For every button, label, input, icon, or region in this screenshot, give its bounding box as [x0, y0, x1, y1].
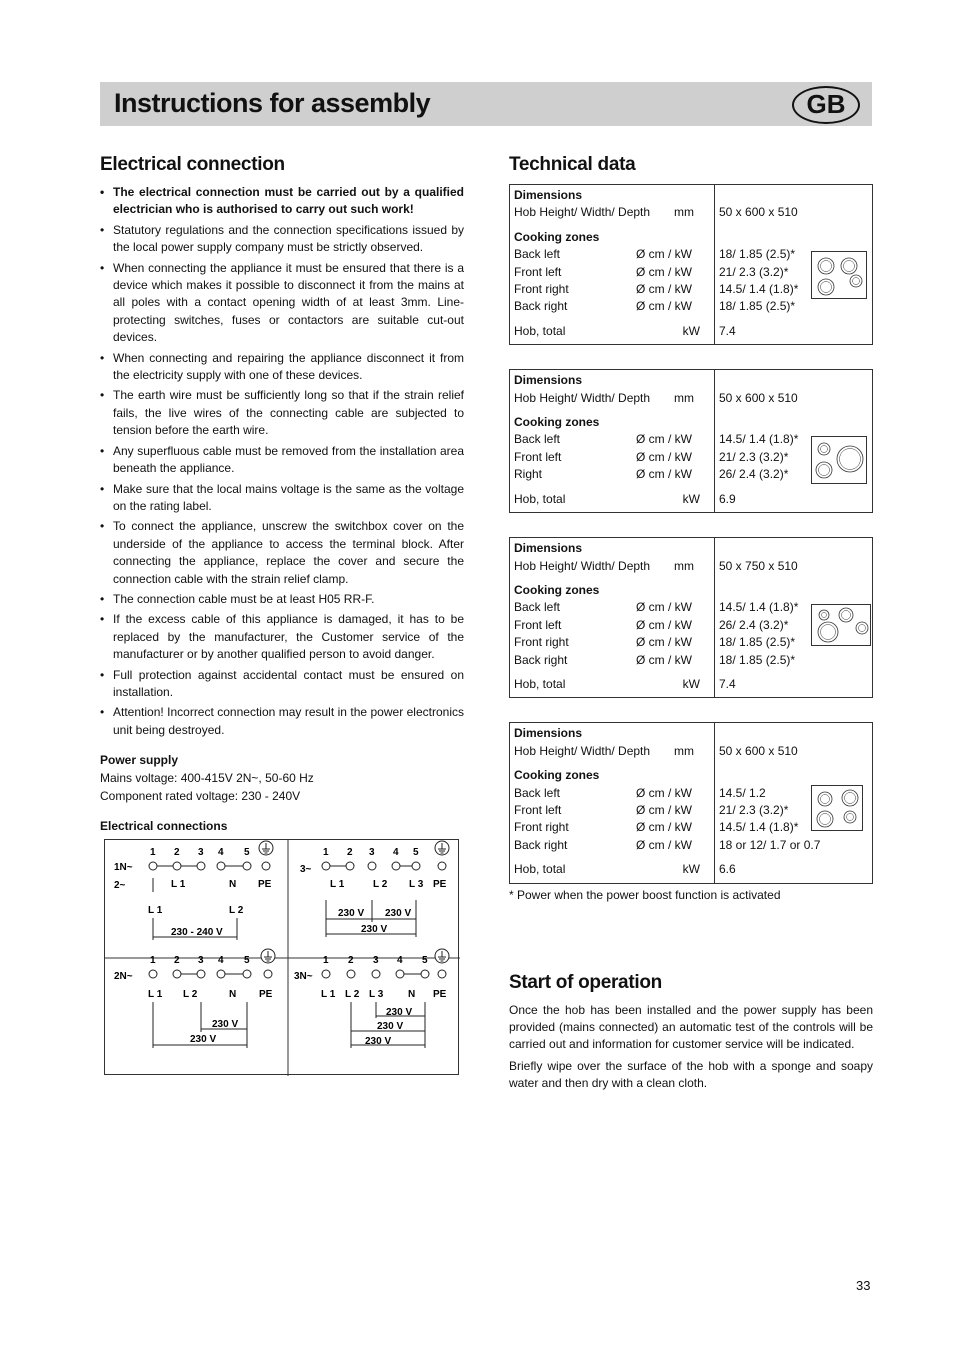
gap: [719, 222, 868, 229]
terminal-label: L 1: [330, 879, 345, 890]
zone-unit: Ø cm / kW: [636, 785, 692, 800]
gap: [514, 575, 710, 582]
terminal-label: PE: [433, 989, 447, 1000]
wiring-diagram: [104, 839, 459, 1075]
terminal-label: L 2: [345, 989, 360, 1000]
terminal-number: 5: [413, 847, 419, 858]
cooking-zone-icon: [839, 608, 853, 622]
dimensions-label: Dimensions: [514, 188, 583, 202]
terminal-number: 1: [323, 955, 329, 966]
zone-row: [514, 466, 710, 483]
zone-row: [514, 785, 710, 802]
terminal-label: L 2: [373, 879, 388, 890]
total-label: Hob, total: [514, 676, 566, 691]
zone-name: Front left: [514, 802, 562, 817]
cooking-zones-label: Cooking zones: [514, 415, 600, 430]
zone-name: Back right: [514, 652, 568, 667]
spacer: [719, 540, 868, 557]
gap: [719, 407, 868, 414]
zone-name: Back left: [514, 600, 561, 615]
terminal-icon: [243, 970, 251, 978]
hob-layout-icon: [811, 785, 863, 831]
dimensions-value: 50 x 600 x 510: [719, 205, 798, 220]
gap: [514, 669, 710, 676]
terminal-number: 3: [198, 847, 204, 858]
zone-value: 26/ 2.4 (3.2)*: [719, 617, 789, 632]
zone-value: 14.5/ 1.4 (1.8)*: [719, 820, 799, 835]
terminal-number: 5: [244, 955, 250, 966]
cooking-zone-ring-icon: [820, 814, 831, 825]
terminal-icon: [438, 970, 446, 978]
list-item: • If the excess cable of this appliance is damaged, it has to be replaced by the manufacturer, the Customer service of the manufacturer or by another qualified person to avoid danger.: [100, 611, 464, 663]
hwd-label: Hob Height/ Width/ Depth: [514, 743, 651, 758]
dimensions-value: 50 x 600 x 510: [719, 743, 798, 758]
terminal-icon: [243, 862, 251, 870]
cooking-zone-ring-icon: [847, 814, 854, 821]
total-row: [514, 861, 710, 878]
list-item: • Full protection against accidental contact must be ensured on installation.: [100, 667, 464, 702]
terminal-icon: [173, 970, 181, 978]
list-item: • When connecting and repairing the appliance disconnect it from the electricity supply with one of these devices.: [100, 350, 464, 385]
total-unit: kW: [682, 323, 700, 338]
total-row: [514, 676, 710, 693]
hob-layout-icon: [811, 604, 871, 646]
unit-label: mm: [674, 390, 694, 405]
zone-value: 18 or 12/ 1.7 or 0.7: [719, 837, 821, 852]
cooking-zone-ring-icon: [842, 611, 851, 620]
footnote: * Power when the power boost function is activated: [509, 887, 781, 902]
total-unit: kW: [682, 676, 700, 691]
list-item: • The electrical connection must be carried out by a qualified electrician who is authorised to carry out such work!: [100, 184, 464, 219]
voltage-label: 230 V: [361, 924, 388, 935]
zone-row: [514, 246, 710, 263]
terminal-icon: [372, 970, 380, 978]
terminal-number: 4: [218, 847, 224, 858]
voltage-label: 230 V: [386, 1007, 413, 1018]
dimensions-row: [514, 558, 710, 575]
dimensions-row: [514, 390, 710, 407]
cooking-zone-icon: [856, 622, 868, 634]
terminal-icon: [438, 862, 446, 870]
voltage-label: 230 V: [385, 908, 412, 919]
zone-row: [514, 449, 710, 466]
terminal-icon: [173, 862, 181, 870]
terminal-number: 4: [397, 955, 403, 966]
total-value: 7.4: [719, 323, 736, 338]
zone-row: [514, 599, 710, 616]
cooking-zone-ring-icon: [853, 278, 860, 285]
hwd-label: Hob Height/ Width/ Depth: [514, 390, 651, 405]
zone-name: Back left: [514, 785, 561, 800]
terminal-icon: [264, 970, 272, 978]
terminal-number: 2: [347, 847, 353, 858]
section-heading: Electrical connection: [100, 154, 285, 175]
dimensions-row: [514, 743, 710, 760]
gap: [719, 669, 868, 676]
total-label: Hob, total: [514, 491, 566, 506]
list-item: • Attention! Incorrect connection may result in the power electronics unit being destroyed.: [100, 704, 464, 739]
zone-row: [514, 802, 710, 819]
terminal-label: L 3: [409, 879, 424, 890]
section-heading: Technical data: [509, 154, 636, 175]
terminal-icon: [347, 970, 355, 978]
spacer: [719, 187, 868, 204]
terminal-number: 3: [198, 955, 204, 966]
terminal-icon: [217, 862, 225, 870]
spacer: [719, 372, 868, 389]
mode-label: 1N~: [114, 862, 133, 873]
dimensions-value: 50 x 750 x 510: [719, 558, 798, 573]
list-item: • Any superfluous cable must be removed from the installation area beneath the appliance.: [100, 443, 464, 478]
zone-value: 14.5/ 1.2: [719, 785, 766, 800]
unit-label: mm: [674, 743, 694, 758]
paragraph: Briefly wipe over the surface of the hob with a sponge and soapy water and then dry with a clean cloth.: [509, 1058, 873, 1091]
zone-value: 14.5/ 1.4 (1.8)*: [719, 282, 799, 297]
list-item: • The earth wire must be sufficiently long so that if the strain relief fails, the live wires of the connecting cable are subjected to tension before the earth wire.: [100, 387, 464, 439]
zone-unit: Ø cm / kW: [636, 449, 692, 464]
cooking-zones-label: Cooking zones: [514, 582, 600, 597]
terminal-label: L 1: [148, 989, 163, 1000]
page-number: 33: [856, 1278, 871, 1293]
zone-name: Front right: [514, 635, 569, 650]
zone-name: Back right: [514, 299, 568, 314]
cooking-zone-ring-icon: [819, 465, 830, 476]
terminal-number: 4: [393, 847, 399, 858]
zone-value: 21/ 2.3 (3.2)*: [719, 264, 789, 279]
cooking-zone-ring-icon: [821, 282, 832, 293]
zone-row: [514, 652, 710, 669]
zone-unit: Ø cm / kW: [636, 467, 692, 482]
zone-name: Front left: [514, 617, 562, 632]
total-label: Hob, total: [514, 862, 566, 877]
terminal-label: N: [408, 989, 416, 1000]
zone-value: 14.5/ 1.4 (1.8)*: [719, 432, 799, 447]
zone-row: [514, 431, 710, 448]
hwd-label: Hob Height/ Width/ Depth: [514, 558, 651, 573]
list-item: • The connection cable must be at least H05 RR-F.: [100, 591, 464, 608]
terminal-label: L 3: [369, 989, 384, 1000]
list-item: • Make sure that the local mains voltage is the same as the voltage on the rating label.: [100, 481, 464, 516]
language-badge: GB: [792, 86, 860, 124]
hwd-label: Hob Height/ Width/ Depth: [514, 205, 651, 220]
cooking-zone-icon: [819, 610, 829, 620]
dimensions-label: Dimensions: [514, 541, 583, 556]
zone-name: Back left: [514, 432, 561, 447]
terminal-number: 2: [174, 847, 180, 858]
zone-unit: Ø cm / kW: [636, 264, 692, 279]
mains-voltage: Mains voltage: 400-415V 2N~, 50-60 Hz: [100, 771, 314, 786]
gap: [514, 316, 710, 323]
technical-data-table: [509, 184, 873, 345]
hob-layout-icon: [811, 251, 867, 299]
zone-unit: Ø cm / kW: [636, 247, 692, 262]
cooking-zone-icon: [844, 811, 856, 823]
gap: [719, 575, 868, 582]
spacer: [719, 767, 868, 784]
terminal-icon: [368, 862, 376, 870]
terminal-number: 1: [323, 847, 329, 858]
dimensions-label: Dimensions: [514, 373, 583, 388]
cooking-zone-ring-icon: [821, 625, 836, 640]
terminal-icon: [346, 862, 354, 870]
zone-unit: Ø cm / kW: [636, 299, 692, 314]
gap: [719, 484, 868, 491]
technical-data-table: [509, 722, 873, 883]
zone-name: Front left: [514, 264, 562, 279]
terminal-label: N: [229, 879, 237, 890]
gap: [514, 760, 710, 767]
terminal-label: PE: [258, 879, 272, 890]
zone-row: [514, 837, 710, 854]
terminal-icon: [396, 970, 404, 978]
page-title: Instructions for assembly: [114, 88, 431, 118]
terminal-icon: [217, 970, 225, 978]
zone-unit: Ø cm / kW: [636, 282, 692, 297]
cooking-zones-label: Cooking zones: [514, 768, 600, 783]
terminal-label: L 1: [171, 879, 186, 890]
zone-name: Back left: [514, 247, 561, 262]
voltage-label: 230 V: [365, 1036, 392, 1047]
terminal-icon: [412, 862, 420, 870]
total-value: 6.6: [719, 862, 736, 877]
terminal-number: 5: [244, 847, 250, 858]
terminal-number: 3: [369, 847, 375, 858]
cooking-zone-ring-icon: [821, 795, 830, 804]
cooking-zone-icon: [850, 275, 862, 287]
gap: [514, 484, 710, 491]
mode-label: 2~: [114, 880, 126, 891]
gap: [719, 760, 868, 767]
cooking-zone-ring-icon: [859, 625, 866, 632]
terminal-icon: [322, 970, 330, 978]
zone-row: [514, 281, 710, 298]
total-value: 7.4: [719, 676, 736, 691]
spacer: [719, 414, 868, 431]
power-supply-heading: Power supply: [100, 753, 179, 768]
dimensions-label: Dimensions: [514, 726, 583, 741]
gap: [514, 854, 710, 861]
mode-label: 3~: [300, 864, 312, 875]
zone-value: 18/ 1.85 (2.5)*: [719, 652, 796, 667]
total-label: Hob, total: [514, 323, 566, 338]
terminal-label: L 2: [183, 989, 198, 1000]
zone-row: [514, 634, 710, 651]
zone-value: 14.5/ 1.4 (1.8)*: [719, 600, 799, 615]
cooking-zone-icon: [818, 622, 838, 642]
gap: [514, 407, 710, 414]
list-item: • When connecting the appliance it must be ensured that there is a device which makes it possible to disconnect it from the mains at all poles with a contact opening width of at least 3mm. Line-protecting switches, fuses or contactors are suitable cut-out devices.: [100, 260, 464, 347]
zone-name: Front right: [514, 282, 569, 297]
unit-label: mm: [674, 558, 694, 573]
gap: [719, 854, 868, 861]
zone-name: Front left: [514, 449, 562, 464]
zone-name: Back right: [514, 837, 568, 852]
cooking-zone-ring-icon: [845, 793, 856, 804]
terminal-icon: [149, 862, 157, 870]
voltage-label: 230 V: [190, 1034, 217, 1045]
zone-name: Front right: [514, 820, 569, 835]
electrical-connections-heading: Electrical connections: [100, 819, 228, 833]
technical-data-table: [509, 537, 873, 698]
terminal-icon: [197, 862, 205, 870]
unit-label: mm: [674, 205, 694, 220]
cooking-zone-icon: [818, 792, 832, 806]
zone-value: 18/ 1.85 (2.5)*: [719, 247, 796, 262]
zone-unit: Ø cm / kW: [636, 837, 692, 852]
total-value: 6.9: [719, 491, 736, 506]
terminal-icon: [149, 970, 157, 978]
dimensions-value: 50 x 600 x 510: [719, 390, 798, 405]
spacer: [719, 229, 868, 246]
electrical-bullets: [100, 184, 464, 739]
component-voltage: Component rated voltage: 230 - 240V: [100, 788, 301, 803]
list-item: • To connect the appliance, unscrew the switchbox cover on the underside of the appliance to access the terminal block. After connecting the appliance, replace the cover and secure the connection cable with the strain relief clamp.: [100, 518, 464, 588]
hob-layout-icon: [811, 436, 867, 484]
zone-value: 21/ 2.3 (3.2)*: [719, 802, 789, 817]
mode-label: 3N~: [294, 971, 313, 982]
voltage-label: 230 V: [338, 908, 365, 919]
cooking-zone-icon: [837, 446, 863, 472]
terminal-label: L 1: [148, 905, 163, 916]
paragraph: Once the hob has been installed and the power supply has been provided (mains connected) an automatic test of the controls will be carried out and information for customer service will be indicated.: [509, 1002, 873, 1052]
spacer: [719, 582, 868, 599]
terminal-label: L 1: [321, 989, 336, 1000]
zone-row: [514, 298, 710, 315]
electrical-connection-section: [100, 154, 464, 1075]
zone-unit: Ø cm / kW: [636, 432, 692, 447]
cooking-zone-ring-icon: [821, 446, 828, 453]
page-header: [100, 82, 872, 126]
zone-name: Right: [514, 467, 543, 482]
list-item: • Statutory regulations and the connection specifications issued by the local power supply company must be strictly observed.: [100, 222, 464, 257]
terminal-number: 2: [348, 955, 354, 966]
voltage-label: 230 V: [212, 1019, 239, 1030]
zone-value: 18/ 1.85 (2.5)*: [719, 635, 796, 650]
cooking-zone-icon: [818, 443, 830, 455]
terminal-icon: [322, 862, 330, 870]
mode-label: 2N~: [114, 971, 133, 982]
terminal-number: 1: [150, 955, 156, 966]
zone-value: 18/ 1.85 (2.5)*: [719, 299, 796, 314]
cooking-zone-ring-icon: [844, 261, 855, 272]
technical-data-table: [509, 369, 873, 513]
zone-row: [514, 617, 710, 634]
terminal-label: N: [229, 989, 237, 1000]
spacer: [719, 725, 868, 742]
terminal-number: 3: [373, 955, 379, 966]
terminal-icon: [392, 862, 400, 870]
terminal-number: 2: [174, 955, 180, 966]
terminal-icon: [197, 970, 205, 978]
technical-data-section: [509, 154, 873, 1097]
cooking-zone-ring-icon: [822, 613, 827, 618]
terminal-number: 5: [422, 955, 428, 966]
terminal-icon: [262, 862, 270, 870]
cooking-zones-label: Cooking zones: [514, 229, 600, 244]
terminal-label: PE: [259, 989, 273, 1000]
terminal-label: L 2: [229, 905, 244, 916]
gap: [719, 316, 868, 323]
terminal-label: PE: [433, 879, 447, 890]
zone-unit: Ø cm / kW: [636, 617, 692, 632]
start-of-operation-section: [509, 972, 873, 1093]
terminal-icon: [421, 970, 429, 978]
cooking-zone-ring-icon: [840, 449, 861, 470]
cooking-zone-ring-icon: [821, 261, 832, 272]
gap: [514, 222, 710, 229]
voltage-label: 230 - 240 V: [171, 927, 223, 938]
zone-unit: Ø cm / kW: [636, 652, 692, 667]
total-unit: kW: [682, 862, 700, 877]
total-row: [514, 323, 710, 340]
zone-unit: Ø cm / kW: [636, 600, 692, 615]
zone-unit: Ø cm / kW: [636, 802, 692, 817]
section-heading: Start of operation: [509, 971, 662, 993]
zone-row: [514, 264, 710, 281]
zone-value: 21/ 2.3 (3.2)*: [719, 449, 789, 464]
zone-row: [514, 819, 710, 836]
dimensions-row: [514, 204, 710, 221]
terminal-number: 1: [150, 847, 156, 858]
total-row: [514, 491, 710, 508]
voltage-label: 230 V: [377, 1021, 404, 1032]
zone-value: 26/ 2.4 (3.2)*: [719, 467, 789, 482]
zone-unit: Ø cm / kW: [636, 820, 692, 835]
zone-unit: Ø cm / kW: [636, 635, 692, 650]
terminal-number: 4: [218, 955, 224, 966]
total-unit: kW: [682, 491, 700, 506]
